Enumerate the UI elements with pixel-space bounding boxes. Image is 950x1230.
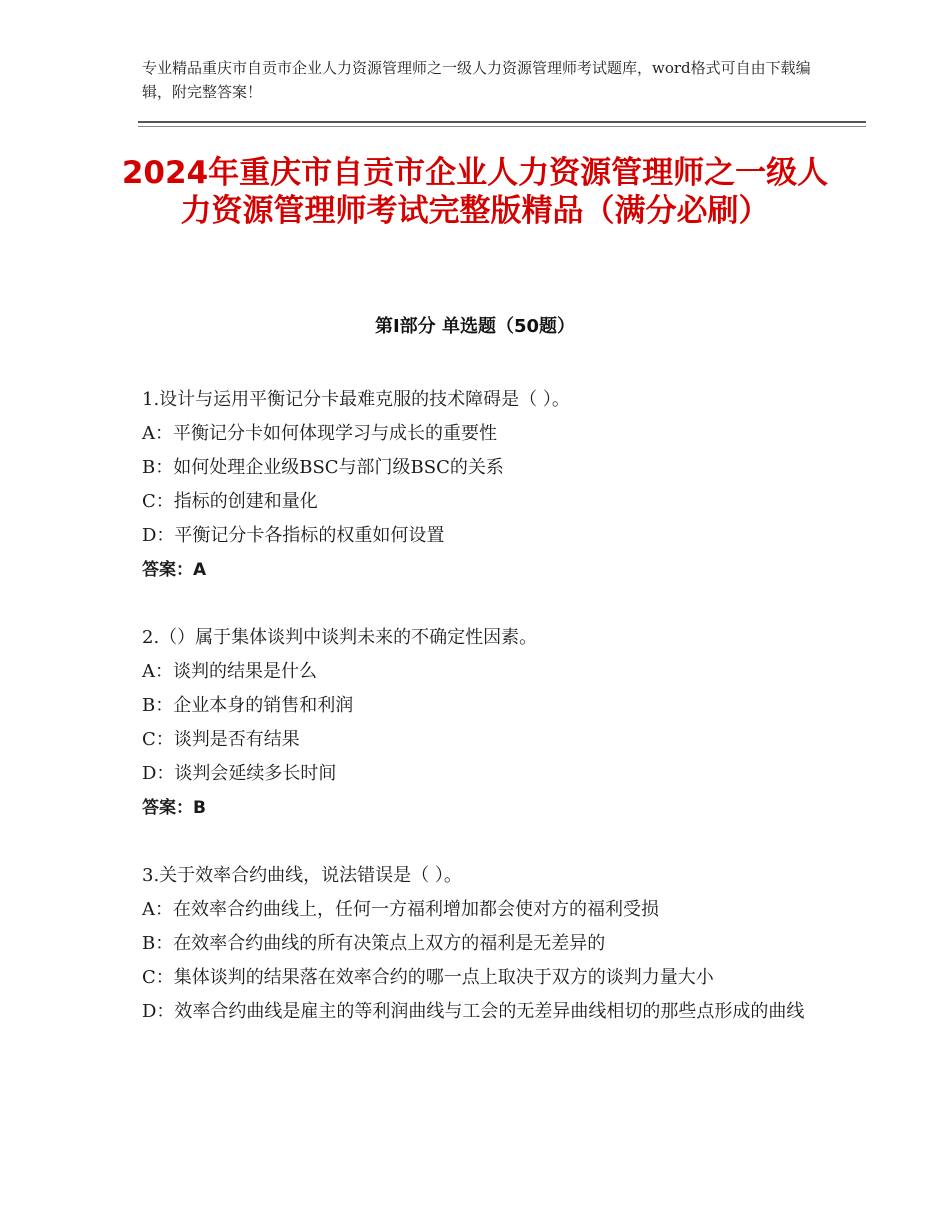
option-d: D：谈判会延续多长时间 [142,763,337,784]
option-c: C：指标的创建和量化 [142,491,318,512]
section-title: 第Ⅰ部分 单选题（50题） [374,316,575,337]
question-3 [142,859,810,1029]
question-2 [142,621,810,825]
header-rule [138,121,866,123]
option-a: A：谈判的结果是什么 [142,661,317,682]
option-d: D：平衡记分卡各指标的权重如何设置 [142,525,445,546]
question-list [142,383,810,1063]
option-d: D：效率合约曲线是雇主的等利润曲线与工会的无差异曲线相切的那些点形成的曲线 [142,1001,805,1022]
question-stem: 1.设计与运用平衡记分卡最难克服的技术障碍是（ ）。 [142,389,570,410]
option-b: B：在效率合约曲线的所有决策点上双方的福利是无差异的 [142,933,606,954]
answer: 答案：A [142,560,207,580]
header-rule-thin [138,126,866,127]
question-stem: 2.（）属于集体谈判中谈判未来的不确定性因素。 [142,627,538,648]
question-1 [142,383,810,587]
option-a: A：平衡记分卡如何体现学习与成长的重要性 [142,423,497,444]
option-b: B：企业本身的销售和利润 [142,695,354,716]
header-note: 专业精品重庆市自贡市企业人力资源管理师之一级人力资源管理师考试题库，word格式可自由下载编辑，附完整答案！ [142,59,811,101]
option-c: C：谈判是否有结果 [142,729,300,750]
answer: 答案：B [142,798,206,818]
option-b: B：如何处理企业级BSC与部门级BSC的关系 [142,457,504,478]
option-a: A：在效率合约曲线上，任何一方福利增加都会使对方的福利受损 [142,899,659,920]
document-title: 2024年重庆市自贡市企业人力资源管理师之一级人力资源管理师考试完整版精品（满分必刷） [121,155,829,229]
option-c: C：集体谈判的结果落在效率合约的哪一点上取决于双方的谈判力量大小 [142,967,714,988]
question-stem: 3.关于效率合约曲线，说法错误是（ ）。 [142,865,462,886]
